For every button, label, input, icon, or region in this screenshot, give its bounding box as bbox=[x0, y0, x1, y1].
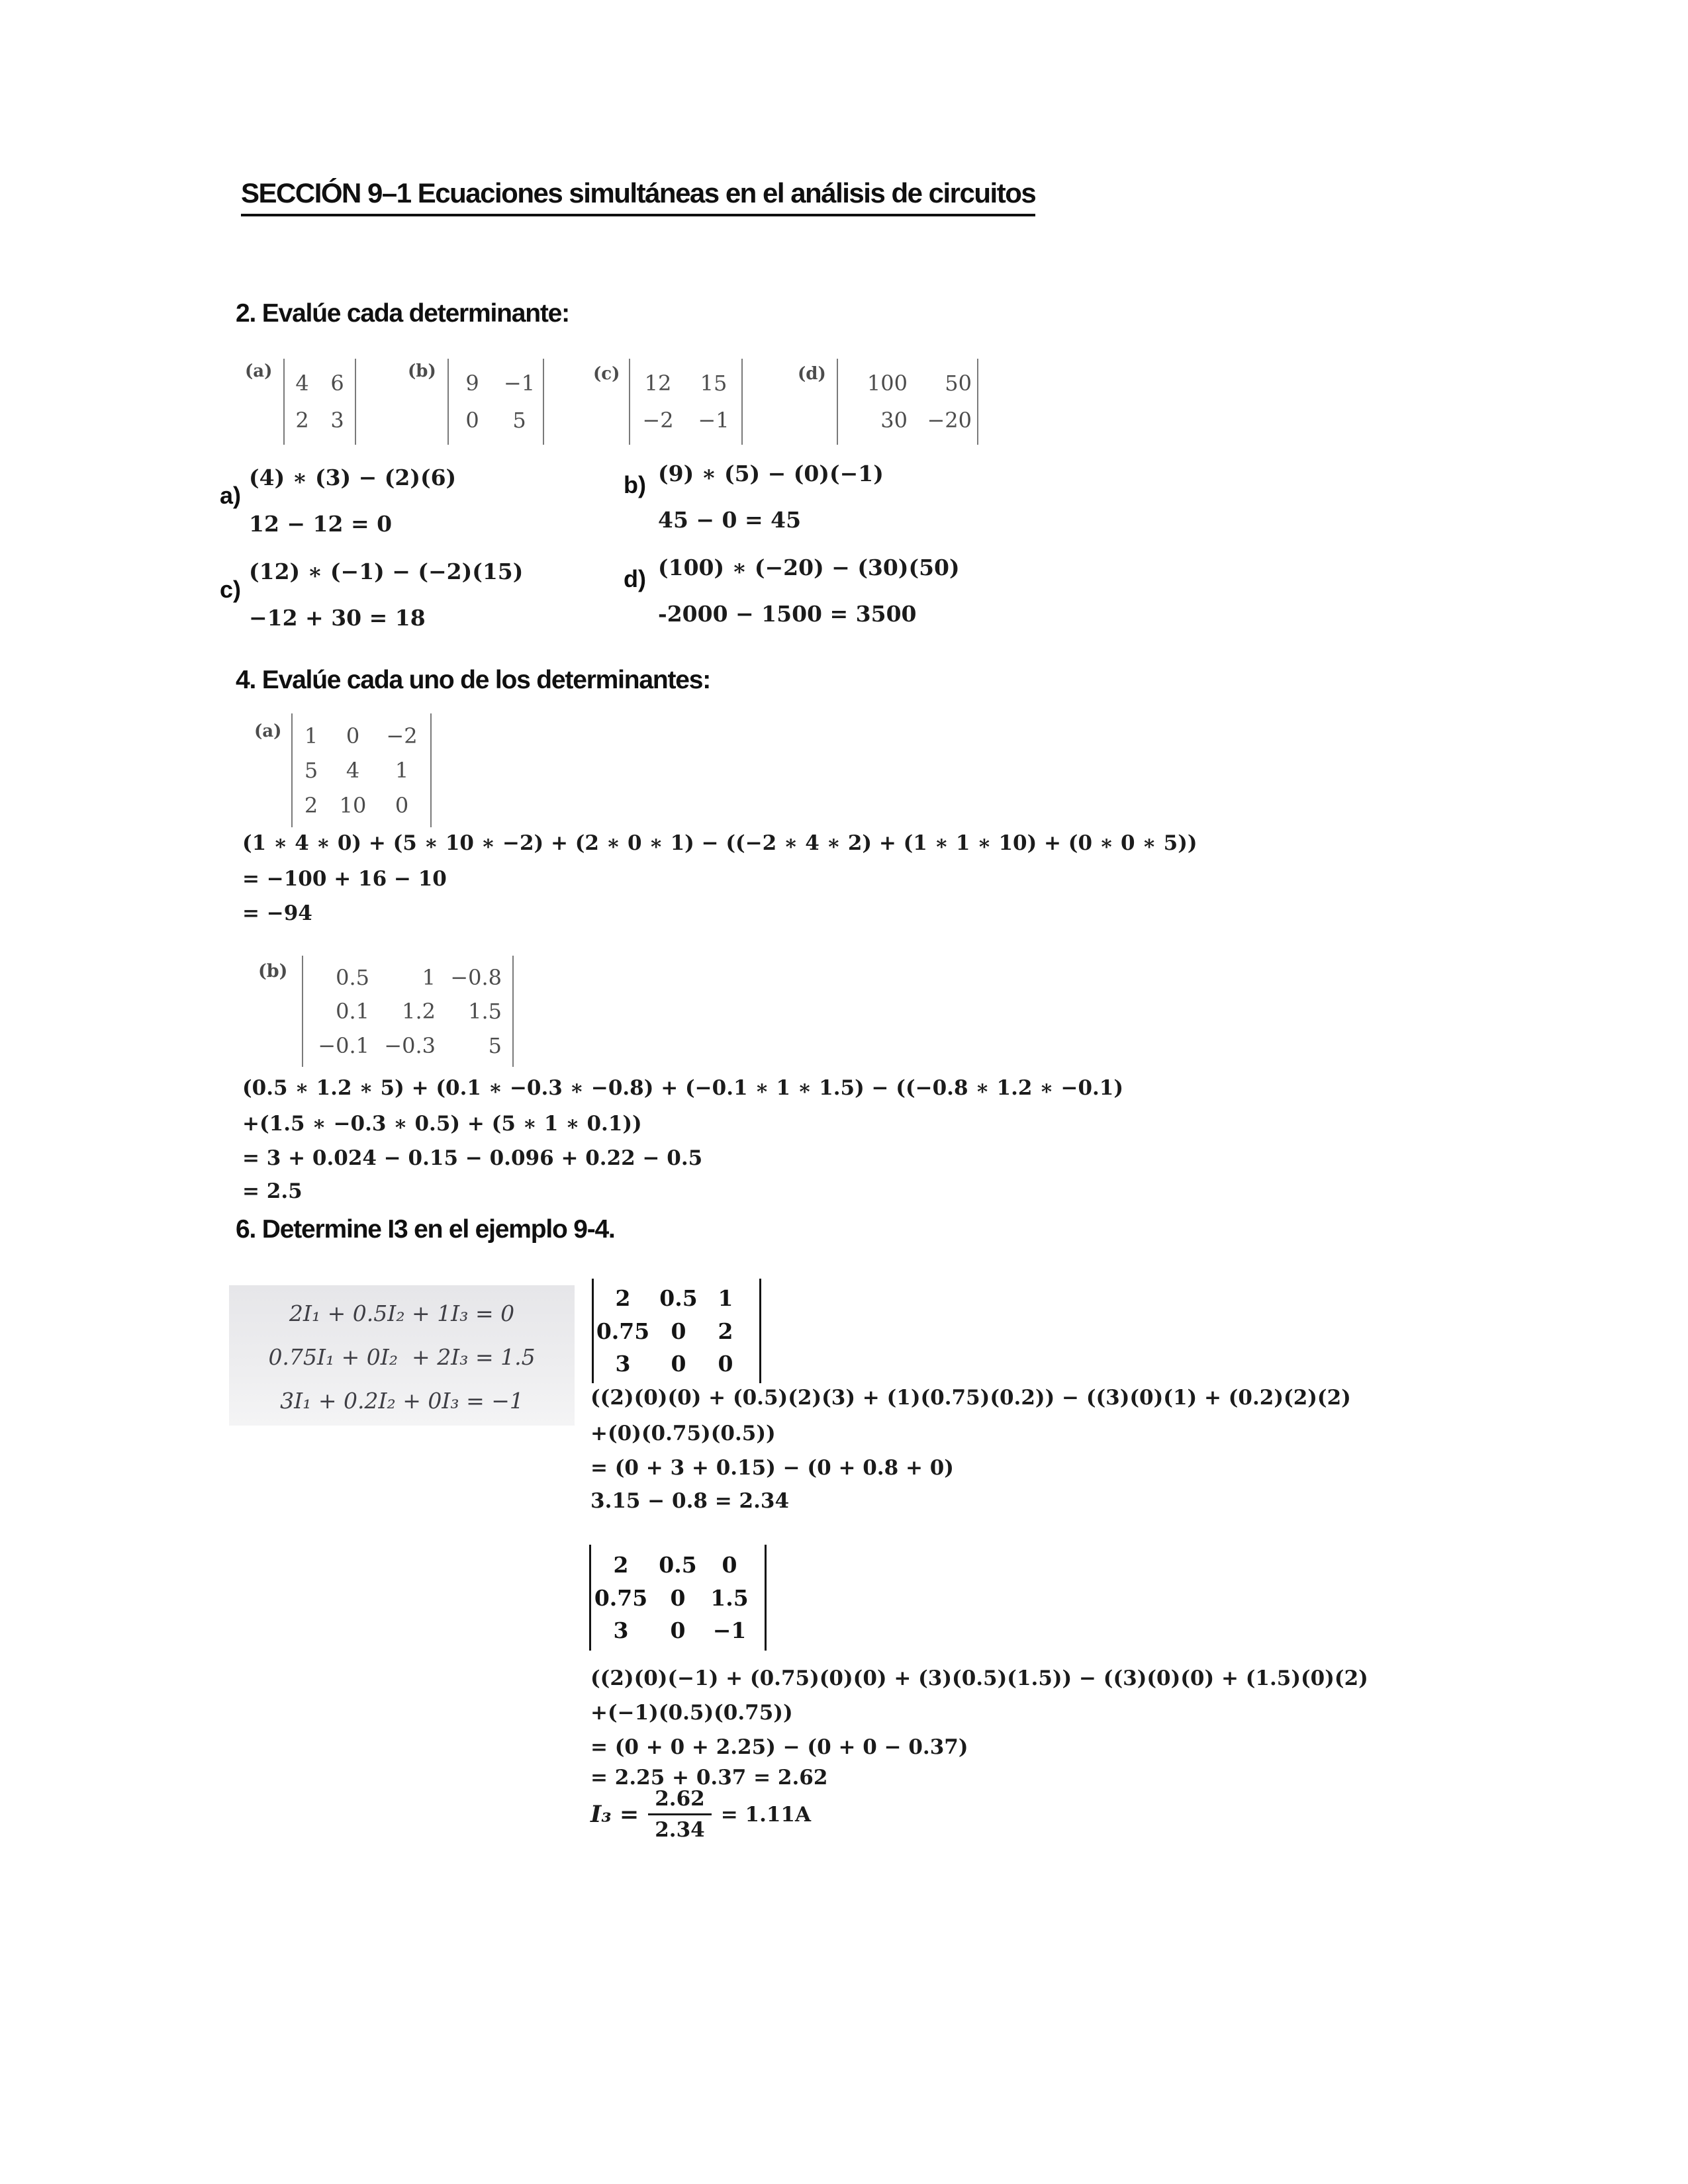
fraction-numerator: 2.62 bbox=[655, 1787, 705, 1811]
result-i3 bbox=[590, 1787, 811, 1842]
matrix-cell: 0 bbox=[670, 1617, 686, 1644]
matrix-cell: 6 bbox=[330, 371, 344, 396]
determinant-2b bbox=[447, 359, 544, 445]
sol-6d2-line1: ((2)(0)(−1) + (0.75)(0)(0) + (3)(0.5)(1.5)) − ((3)(0)(0) + (1.5)(0)(2) bbox=[590, 1666, 1368, 1690]
sol-a-line2: 12 − 12 = 0 bbox=[249, 511, 393, 537]
matrix-cell: 0.5 bbox=[659, 1285, 698, 1312]
matrix-cell: 0.75 bbox=[594, 1584, 648, 1611]
matrix-cell: −0.1 bbox=[318, 1032, 369, 1058]
matrix-cell: −2 bbox=[386, 723, 418, 749]
sol-4b-line3: = 3 + 0.024 − 0.15 − 0.096 + 0.22 − 0.5 bbox=[242, 1146, 703, 1170]
matrix-cell: 1 bbox=[395, 758, 409, 783]
section-title: SECCIÓN 9–1 Ecuaciones simultáneas en el análisis de circuitos bbox=[241, 177, 1035, 216]
determinant-2d bbox=[837, 359, 978, 445]
sol-b-line1: (9) ∗ (5) − (0)(−1) bbox=[658, 461, 884, 486]
problem6-heading: 6. Determine I3 en el ejemplo 9-4. bbox=[236, 1215, 615, 1244]
matrix-cell: 3 bbox=[613, 1617, 629, 1644]
sol-4a-line3: = −94 bbox=[242, 901, 312, 925]
determinant-6-denominator bbox=[592, 1279, 761, 1383]
matrix-cell: −2 bbox=[642, 408, 674, 433]
sol-4a-line1: (1 ∗ 4 ∗ 0) + (5 ∗ 10 ∗ −2) + (2 ∗ 0 ∗ 1) − ((−2 ∗ 4 ∗ 2) + (1 ∗ 1 ∗ 10) + (0 ∗ 0 ∗ 5)) bbox=[242, 831, 1197, 855]
matrix-cell: 100 bbox=[867, 371, 908, 396]
matrix-cell: 0 bbox=[718, 1350, 733, 1377]
matrix-cell: 0.5 bbox=[336, 964, 369, 990]
sol-a-line1: (4) ∗ (3) − (2)(6) bbox=[249, 465, 457, 490]
sol-b-label: b) bbox=[624, 471, 646, 498]
matrix-cell: 1 bbox=[422, 964, 436, 990]
matrix-cell: −0.3 bbox=[384, 1032, 436, 1058]
fraction-denominator: 2.34 bbox=[648, 1813, 712, 1842]
matrix-cell: 3 bbox=[615, 1350, 631, 1377]
sol-6d1-line3: = (0 + 3 + 0.15) − (0 + 0.8 + 0) bbox=[590, 1456, 954, 1480]
sol-4b-line1: (0.5 ∗ 1.2 ∗ 5) + (0.1 ∗ −0.3 ∗ −0.8) + (−0.1 ∗ 1 ∗ 1.5) − ((−0.8 ∗ 1.2 ∗ −0.1) bbox=[242, 1076, 1124, 1100]
matrix-cell: 1 bbox=[718, 1285, 733, 1312]
matrix-cell: 1.2 bbox=[402, 999, 436, 1024]
determinant-6-numerator bbox=[589, 1545, 767, 1651]
matrix-cell: 0 bbox=[671, 1318, 686, 1344]
matrix-cell: 5 bbox=[488, 1032, 502, 1058]
matrix-cell: 2 bbox=[613, 1551, 629, 1578]
matrix-cell: −0.8 bbox=[450, 964, 502, 990]
matrix-cell: 2 bbox=[304, 792, 318, 818]
sol-d-line1: (100) ∗ (−20) − (30)(50) bbox=[658, 555, 960, 580]
fraction bbox=[648, 1787, 712, 1842]
matrix-cell: 0.5 bbox=[659, 1551, 697, 1578]
matrix-cell: 4 bbox=[346, 758, 360, 783]
sol-6d1-line1: ((2)(0)(0) + (0.5)(2)(3) + (1)(0.75)(0.2)) − ((3)(0)(1) + (0.2)(2)(2) bbox=[590, 1386, 1351, 1410]
determinant-4a bbox=[291, 713, 432, 827]
result-lhs: I₃ = bbox=[590, 1801, 639, 1828]
matrix-cell: 12 bbox=[644, 371, 672, 396]
determinant-2a bbox=[283, 359, 356, 445]
matrix-cell: 2 bbox=[295, 408, 309, 433]
equation-1: 2I₁ + 0.5I₂ + 1I₃ = 0 bbox=[289, 1300, 515, 1326]
matrix-cell: 1 bbox=[304, 723, 318, 749]
sol-d-line2: -2000 − 1500 = 3500 bbox=[658, 601, 917, 627]
sol-6d1-line4: 3.15 − 0.8 = 2.34 bbox=[590, 1489, 790, 1513]
matrix-cell: 0 bbox=[465, 408, 479, 433]
sol-6d1-line2: +(0)(0.75)(0.5)) bbox=[590, 1422, 776, 1445]
sol-4b-line4: = 2.5 bbox=[242, 1179, 303, 1203]
matrix-cell: 3 bbox=[330, 408, 344, 433]
problem2-heading: 2. Evalúe cada determinante: bbox=[236, 299, 569, 328]
matrix-cell: −20 bbox=[927, 408, 972, 433]
det2a-label: (a) bbox=[245, 361, 273, 381]
sol-a-label: a) bbox=[220, 482, 242, 509]
determinant-2c bbox=[629, 359, 743, 445]
sol-4b-line2: +(1.5 ∗ −0.3 ∗ 0.5) + (5 ∗ 1 ∗ 0.1)) bbox=[242, 1112, 642, 1136]
matrix-cell: 0.75 bbox=[596, 1318, 650, 1344]
matrix-cell: −1 bbox=[503, 371, 536, 396]
sol-d-label: d) bbox=[624, 565, 646, 592]
matrix-cell: 0 bbox=[671, 1350, 686, 1377]
matrix-cell: −1 bbox=[698, 408, 729, 433]
equation-2: 0.75I₁ + 0I₂ + 2I₃ = 1.5 bbox=[268, 1344, 536, 1370]
sol-b-line2: 45 − 0 = 45 bbox=[658, 507, 802, 533]
sol-c-line1: (12) ∗ (−1) − (−2)(15) bbox=[249, 559, 524, 584]
matrix-cell: 0 bbox=[395, 792, 409, 818]
matrix-cell: 50 bbox=[945, 371, 972, 396]
det4a-label: (a) bbox=[254, 721, 282, 741]
matrix-cell: 2 bbox=[718, 1318, 733, 1344]
result-rhs: = 1.11A bbox=[720, 1802, 812, 1827]
matrix-cell: 10 bbox=[339, 792, 367, 818]
matrix-cell: 0.1 bbox=[336, 999, 369, 1024]
matrix-cell: −1 bbox=[712, 1617, 747, 1644]
equation-3: 3I₁ + 0.2I₂ + 0I₃ = −1 bbox=[280, 1388, 524, 1414]
matrix-cell: 0 bbox=[670, 1584, 686, 1611]
matrix-cell: 0 bbox=[722, 1551, 737, 1578]
matrix-cell: 1.5 bbox=[468, 999, 502, 1024]
sol-4a-line2: = −100 + 16 − 10 bbox=[242, 867, 447, 891]
matrix-cell: 0 bbox=[346, 723, 360, 749]
sol-6d2-line4: = 2.25 + 0.37 = 2.62 bbox=[590, 1766, 828, 1790]
problem4-heading: 4. Evalúe cada uno de los determinantes: bbox=[236, 666, 711, 694]
matrix-cell: 5 bbox=[304, 758, 318, 783]
sol-6d2-line3: = (0 + 0 + 2.25) − (0 + 0 − 0.37) bbox=[590, 1735, 968, 1759]
det2b-label: (b) bbox=[408, 361, 436, 381]
matrix-cell: 15 bbox=[700, 371, 727, 396]
determinant-4b bbox=[302, 956, 514, 1067]
sol-c-line2: −12 + 30 = 18 bbox=[249, 605, 426, 631]
matrix-cell: 2 bbox=[615, 1285, 631, 1312]
det2d-label: (d) bbox=[798, 364, 826, 384]
sol-c-label: c) bbox=[220, 576, 242, 603]
matrix-cell: 5 bbox=[512, 408, 526, 433]
matrix-cell: 1.5 bbox=[710, 1584, 749, 1611]
det4b-label: (b) bbox=[258, 961, 288, 981]
matrix-cell: 30 bbox=[880, 408, 908, 433]
matrix-cell: 9 bbox=[465, 371, 479, 396]
sol-6d2-line2: +(−1)(0.5)(0.75)) bbox=[590, 1701, 793, 1725]
matrix-cell: 4 bbox=[295, 371, 309, 396]
det2c-label: (c) bbox=[593, 364, 620, 384]
example-equations-box bbox=[229, 1285, 575, 1426]
